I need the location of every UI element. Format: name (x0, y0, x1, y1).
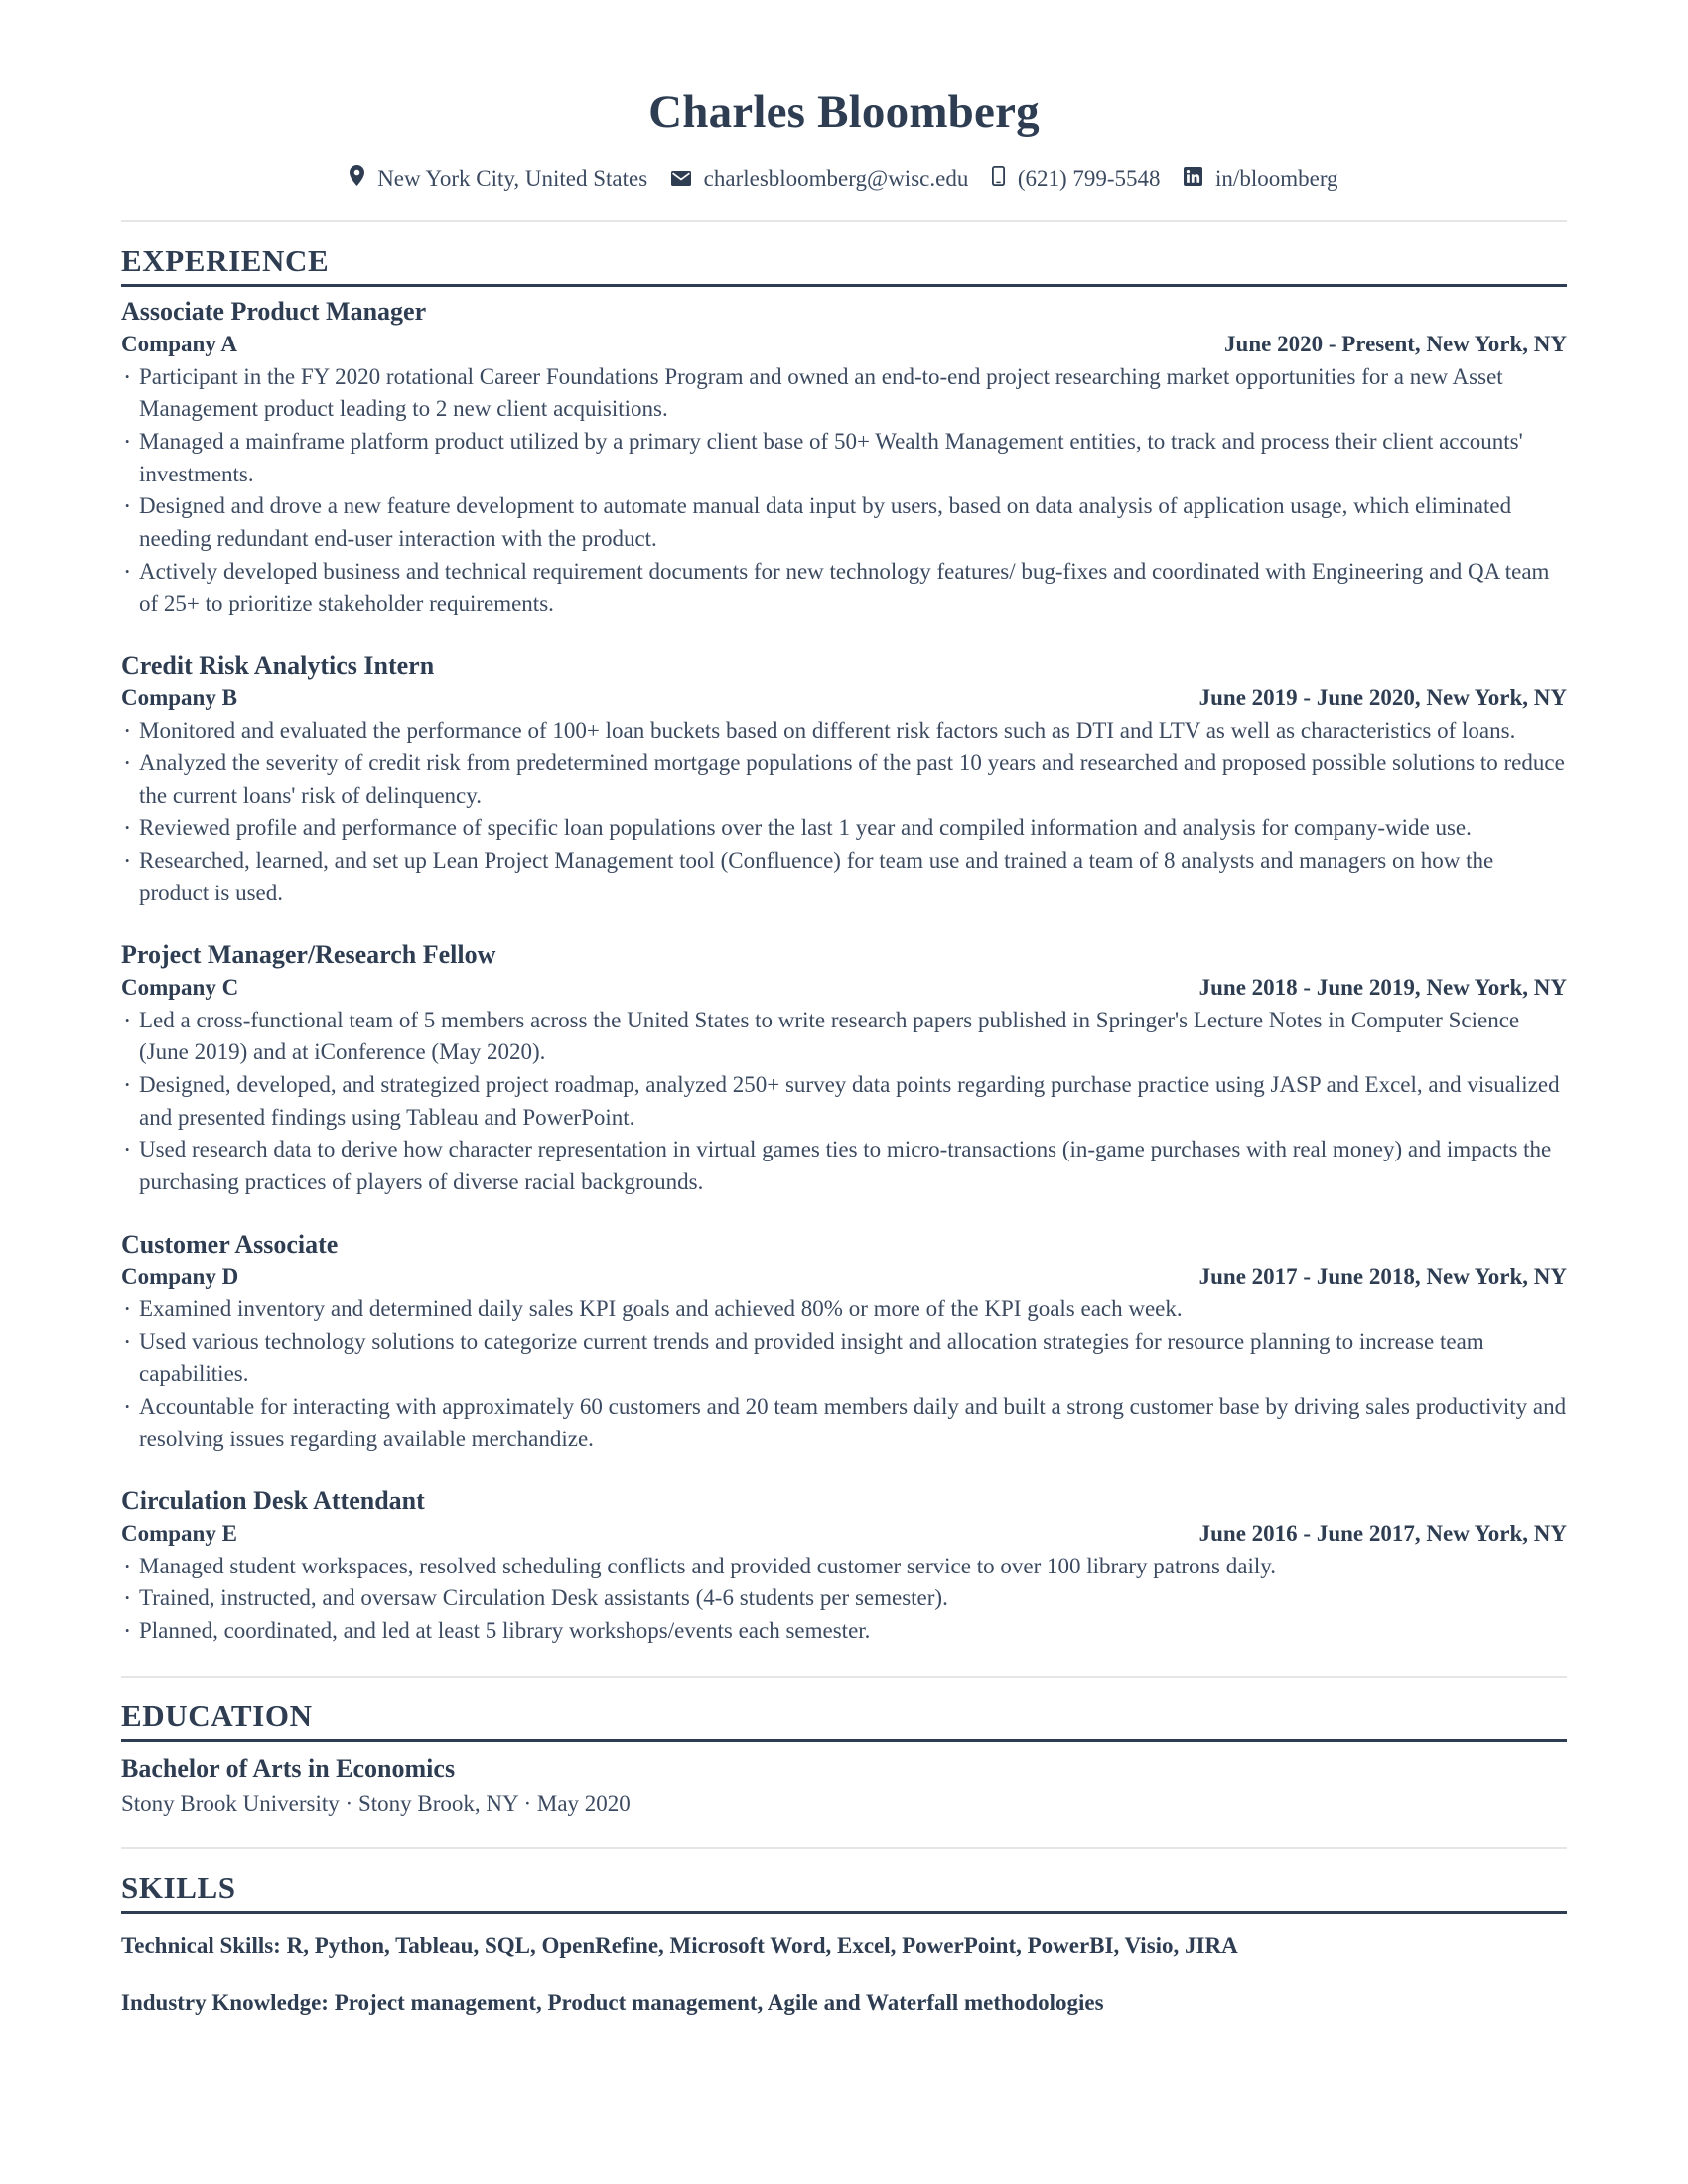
job-bullets (121, 715, 1567, 909)
bullet-item: · Designed, developed, and strategized project roadmap, analyzed 250+ survey data points regarding purchase practice using JASP and Excel, and visualized and presented findings using Tableau and PowerPoint. (121, 1069, 1567, 1134)
contact-phone-text: (621) 799-5548 (1017, 165, 1161, 191)
bullet-item: · Trained, instructed, and oversaw Circulation Desk assistants (4-6 students per semester). (121, 1582, 1567, 1615)
job-meta (121, 973, 1567, 1003)
section-underline (121, 1739, 1567, 1742)
job-bullets (121, 361, 1567, 620)
job-company: Company A (121, 331, 237, 356)
contact-email-text: charlesbloomberg@wisc.edu (703, 165, 969, 191)
contact-location-text: New York City, United States (377, 165, 648, 191)
experience-entry (121, 650, 1567, 909)
bullet-item: · Managed a mainframe platform product utilized by a primary client base of 50+ Wealth Management entities, to track and process their client accounts' investments. (121, 426, 1567, 490)
job-title: Associate Product Manager (121, 297, 427, 327)
contact-line (121, 161, 1567, 194)
job-meta (121, 330, 1567, 359)
contact-location[interactable] (350, 162, 647, 194)
linkedin-icon (1184, 167, 1202, 186)
mobile-phone-icon (992, 166, 1005, 186)
contact-email[interactable] (671, 162, 968, 194)
section-title-education: EDUCATION (121, 1698, 313, 1733)
bullet-item: · Designed and drove a new feature development to automate manual data input by users, based on data analysis of application usage, which eliminated needing redundant end-user interaction with the product. (121, 490, 1567, 555)
job-date-location: June 2019 - June 2020, New York, NY (1198, 685, 1567, 711)
job-bullets (121, 1294, 1567, 1455)
job-company: Company D (121, 1264, 239, 1290)
bullet-item: · Reviewed profile and performance of specific loan populations over the last 1 year and compiled information and analysis for company-wide use. (121, 812, 1567, 845)
section-skills (121, 1847, 1567, 2019)
location-pin-icon (350, 165, 364, 186)
job-date-location: June 2016 - June 2017, New York, NY (1198, 1520, 1567, 1546)
page-title: Charles Bloomberg (648, 86, 1040, 138)
bullet-item: · Used various technology solutions to categorize current trends and provided insight and allocation strategies for resource planning to increase team capabilities. (121, 1326, 1567, 1391)
bullet-item: · Participant in the FY 2020 rotational Career Foundations Program and owned an end-to-end project researching market opportunities for a new Asset Management product leading to 2 new client acquisitions. (121, 361, 1567, 426)
section-experience (121, 220, 1567, 1647)
experience-entry (121, 939, 1567, 1198)
job-date-location: June 2017 - June 2018, New York, NY (1198, 1264, 1567, 1290)
education-degree: Bachelor of Arts in Economics (121, 1753, 456, 1783)
experience-entry (121, 1485, 1567, 1647)
job-meta (121, 1262, 1567, 1292)
bullet-item: · Monitored and evaluated the performance of 100+ loan buckets based on different risk factors such as DTI and LTV as well as characteristics of loans. (121, 715, 1567, 748)
skills-industry: Industry Knowledge: Project management, Product management, Agile and Waterfall methodologies (121, 1990, 1104, 2016)
section-underline (121, 284, 1567, 287)
envelope-icon (671, 171, 691, 186)
education-details: Stony Brook University · Stony Brook, NY · May 2020 (121, 1790, 631, 1816)
job-date-location: June 2020 - Present, New York, NY (1224, 331, 1567, 356)
bullet-item: · Planned, coordinated, and led at least 5 library workshops/events each semester. (121, 1615, 1567, 1648)
skills-technical: Technical Skills: R, Python, Tableau, SQL, OpenRefine, Microsoft Word, Excel, PowerPoint, PowerBI, Visio, JIRA (121, 1932, 1238, 1958)
bullet-item: · Actively developed business and technical requirement documents for new technology features/ bug-fixes and coordinated with Engineering and QA team of 25+ to prioritize stakeholder requirements. (121, 556, 1567, 620)
section-title-experience: EXPERIENCE (121, 243, 330, 279)
bullet-item: · Researched, learned, and set up Lean Project Management tool (Confluence) for team use and trained a team of 8 analysts and managers on how the product is used. (121, 845, 1567, 909)
contact-linkedin[interactable] (1184, 162, 1337, 194)
contact-phone[interactable] (992, 162, 1160, 194)
job-company: Company E (121, 1520, 237, 1546)
bullet-item: · Led a cross-functional team of 5 members across the United States to write research papers published in Springer's Lecture Notes in Computer Science (June 2019) and at iConference (May 2020). (121, 1005, 1567, 1069)
bullet-item: · Accountable for interacting with approximately 60 customers and 20 team members daily and built a strong customer base by driving sales productivity and resolving issues regarding available merchandize. (121, 1391, 1567, 1455)
job-title: Circulation Desk Attendant (121, 1486, 425, 1516)
experience-entry (121, 296, 1567, 620)
job-company: Company C (121, 974, 239, 1000)
bullet-item: · Examined inventory and determined daily sales KPI goals and achieved 80% or more of the KPI goals each week. (121, 1294, 1567, 1326)
section-underline (121, 1911, 1567, 1914)
job-date-location: June 2018 - June 2019, New York, NY (1198, 974, 1567, 1000)
bullet-item: · Used research data to derive how character representation in virtual games ties to micro-transactions (in-game purchases with real money) and impacts the purchasing practices of players of diverse racial backgrounds. (121, 1134, 1567, 1198)
bullet-item: · Analyzed the severity of credit risk from predetermined mortgage populations of the past 10 years and researched and proposed possible solutions to reduce the current loans' risk of delinquency. (121, 748, 1567, 812)
bullet-item: · Managed student workspaces, resolved scheduling conflicts and provided customer service to over 100 library patrons daily. (121, 1551, 1567, 1583)
section-title-skills: SKILLS (121, 1869, 236, 1905)
education-entry (121, 1752, 1567, 1820)
job-title: Credit Risk Analytics Intern (121, 650, 435, 680)
job-title: Project Manager/Research Fellow (121, 940, 496, 970)
job-title: Customer Associate (121, 1229, 339, 1259)
job-meta (121, 1519, 1567, 1549)
section-education (121, 1676, 1567, 1820)
contact-linkedin-text: in/bloomberg (1215, 165, 1338, 191)
experience-entry (121, 1229, 1567, 1456)
job-company: Company B (121, 685, 237, 711)
job-bullets (121, 1551, 1567, 1648)
job-meta (121, 683, 1567, 713)
job-bullets (121, 1005, 1567, 1199)
